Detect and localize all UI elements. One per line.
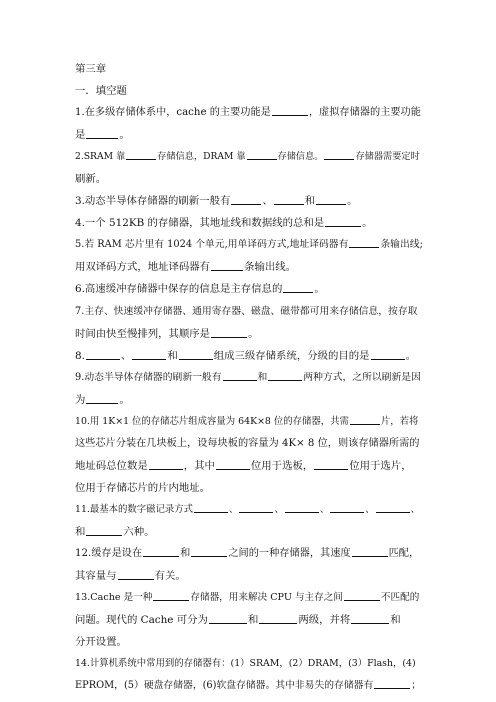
answer-blank[interactable] [324,148,354,160]
answer-blank[interactable] [179,348,213,360]
question-13-line-1: 13.Cache 是一种 存储器，用来解决 CPU 与主存之间 不匹配的 [75,587,423,609]
answer-blank[interactable] [316,193,346,205]
answer-blank[interactable] [268,369,302,381]
question-1-line-1: 1.在多级存储体系中，cache 的主要功能是 ，虚拟存储器的主要功能 [75,102,423,124]
question-13-line-3: 分开设置。 [75,636,127,649]
answer-blank[interactable] [283,281,313,293]
question-11-line-1: 11.最基本的数字磁记录方式 、 、 、 、 、 [75,499,423,521]
question-6: 6.高速缓冲存储器中保存的信息是主存信息的 。 [75,283,325,296]
answer-blank[interactable] [191,545,227,557]
answer-blank[interactable] [86,392,118,404]
answer-blank[interactable] [352,545,388,557]
question-14-line-1: 14.计算机系统中常用到的存储器有：(1）SRAM，(2）DRAM，(3）Flash，(4) [75,658,416,670]
answer-blank[interactable] [223,369,257,381]
answer-blank[interactable] [376,501,410,513]
answer-blank[interactable] [143,545,179,557]
chapter-title: 第三章 [75,63,107,75]
answer-blank[interactable] [325,215,361,227]
question-12-line-2: 其容量与 有关。 [75,570,186,583]
question-8: 8. 、 和 组成三级存储系统，分级的目的是 。 [75,349,416,362]
question-7-line-2: 时间由快至慢排列，其顺序是 。 [75,327,259,340]
question-12-line-1: 12.缓存是设在 和 之间的一种存储器，其速度 匹配， [75,543,423,565]
question-4: 4.一个 512KB 的存储器，其地址线和数据线的总和是 。 [75,217,373,230]
answer-blank[interactable] [239,501,273,513]
answer-blank[interactable] [153,589,189,601]
answer-blank[interactable] [118,568,154,580]
answer-blank[interactable] [272,104,308,116]
answer-blank[interactable] [344,589,380,601]
answer-blank[interactable] [86,348,120,360]
answer-blank[interactable] [126,148,156,160]
answer-blank[interactable] [351,612,389,624]
question-10-line-3: 地址码总位数是 ，其中 位用于选板， 位用于选片， [75,459,412,472]
answer-blank[interactable] [314,458,348,470]
question-2-line-2: 刷新。 [75,173,107,186]
question-2-line-1: 2.SRAM 靠 存储信息，DRAM 靠 存储信息。 存储器需要定时 [75,146,423,168]
answer-blank[interactable] [259,612,297,624]
answer-blank[interactable] [274,193,304,205]
question-1-line-2: 是 。 [75,129,130,142]
answer-blank[interactable] [211,326,247,338]
answer-blank[interactable] [209,612,247,624]
question-7-line-1: 7.主存、快速缓冲存储器、通用寄存器、磁盘、磁带都可用来存储信息，按存取 [75,305,418,317]
question-10-line-4: 位用于存储芯片的片内地址。 [75,481,211,494]
answer-blank[interactable] [374,677,410,689]
question-9-line-2: 为 。 [75,393,130,406]
question-3: 3.动态半导体存储器的刷新一般有 、 和 。 [75,195,358,208]
answer-blank[interactable] [247,148,277,160]
question-10-line-2: 这些芯片分装在几块板上，设每块板的容量为 4K× 8 位，则该存储器所需的 [75,437,420,449]
answer-blank[interactable] [86,127,118,139]
question-13-line-2: 问题。现代的 Cache 可分为 和 两级，并将 和 [75,614,401,627]
question-11-line-2: 和 六种。 [75,525,155,538]
question-14-line-2: EPROM，(5）硬盘存储器，(6)软盘存储器。其中非易失的存储器有 ； [75,675,423,697]
answer-blank[interactable] [285,501,319,513]
question-5-line-1: 5.若 RAM 芯片里有 1024 个单元,用单译码方式,地址译码器有 条输出线; [75,234,423,256]
answer-blank[interactable] [231,193,261,205]
question-9-line-1: 9.动态半导体存储器的刷新一般有 和 两种方式，之所以刷新是因 [75,367,423,389]
answer-blank[interactable] [132,348,166,360]
answer-blank[interactable] [86,524,122,536]
answer-blank[interactable] [330,501,364,513]
answer-blank[interactable] [194,501,228,513]
question-5-line-2: 用双译码方式，地址译码器有 条输出线。 [75,261,297,274]
answer-blank[interactable] [216,458,250,470]
answer-blank[interactable] [149,458,183,470]
answer-blank[interactable] [211,259,243,271]
answer-blank[interactable] [350,413,380,425]
answer-blank[interactable] [349,236,379,248]
document-page [75,58,423,697]
section-title: 一．填空题 [75,85,127,98]
answer-blank[interactable] [371,348,405,360]
question-10-line-1: 10.用 1K×1 位的存储芯片组成容量为 64K×8 位的存储器，共需 片，若将 [75,411,423,433]
